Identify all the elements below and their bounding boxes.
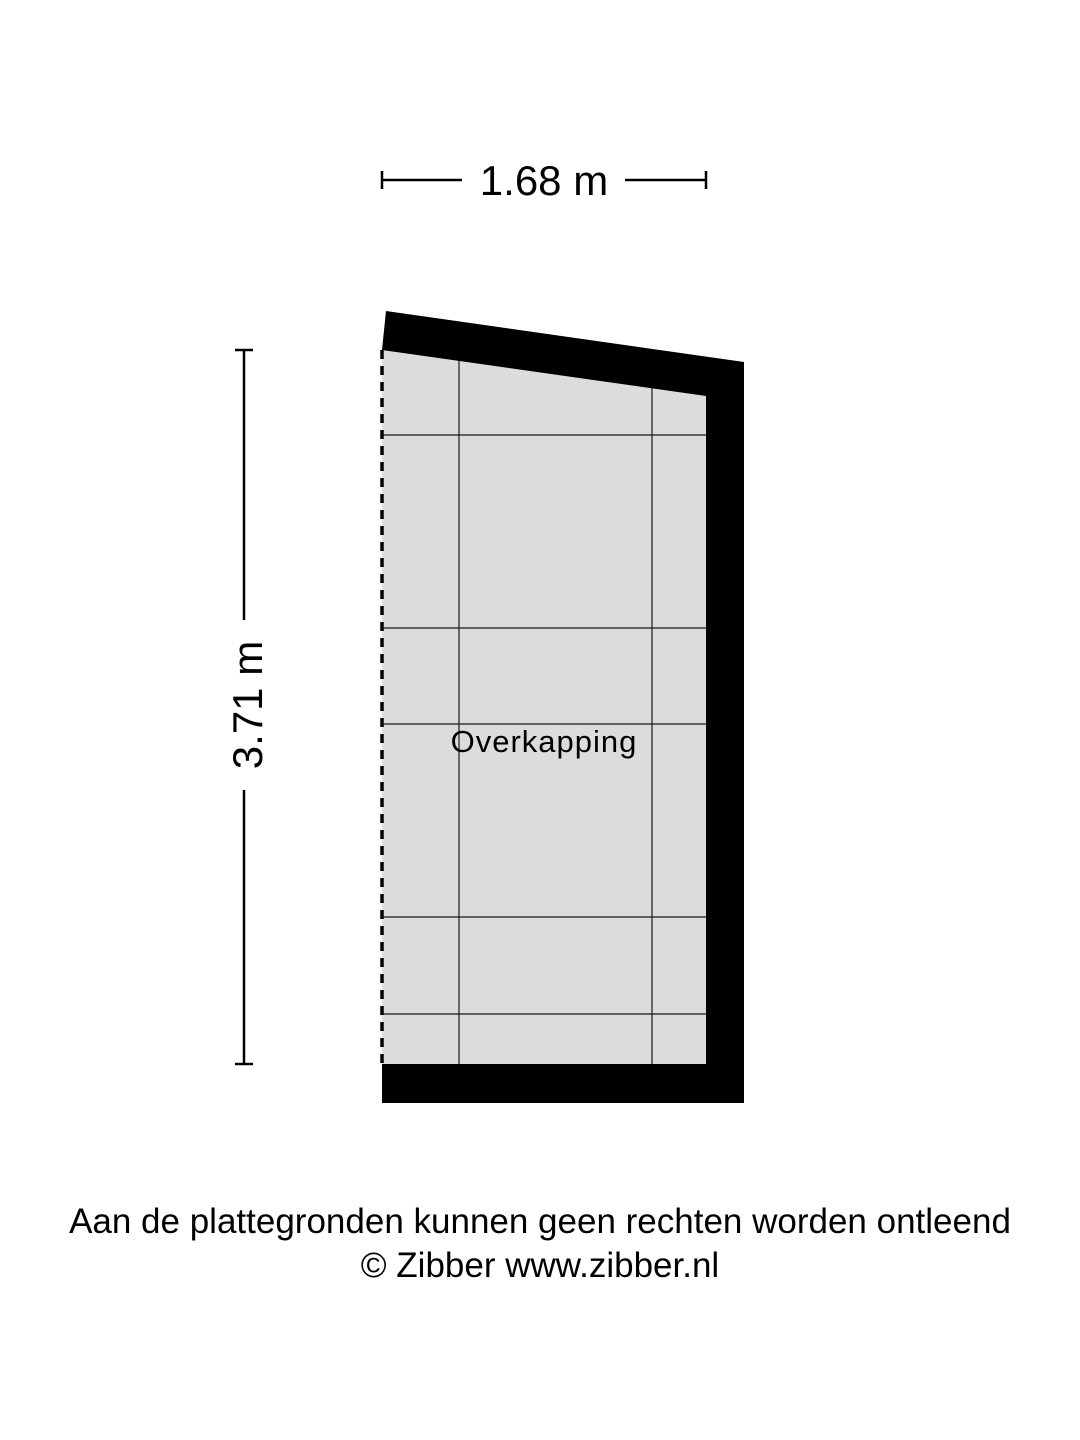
height-dimension-label: 3.71 m: [224, 640, 271, 770]
width-dimension-label: 1.68 m: [479, 157, 609, 204]
bottom-wall: [382, 1064, 744, 1103]
footer-copyright: © Zibber www.zibber.nl: [360, 1246, 720, 1285]
room-label: Overkapping: [450, 724, 638, 759]
right-wall: [706, 362, 744, 1103]
footer-disclaimer: Aan de plattegronden kunnen geen rechten worden ontleend: [69, 1202, 1011, 1241]
floor-area: [382, 349, 706, 1064]
